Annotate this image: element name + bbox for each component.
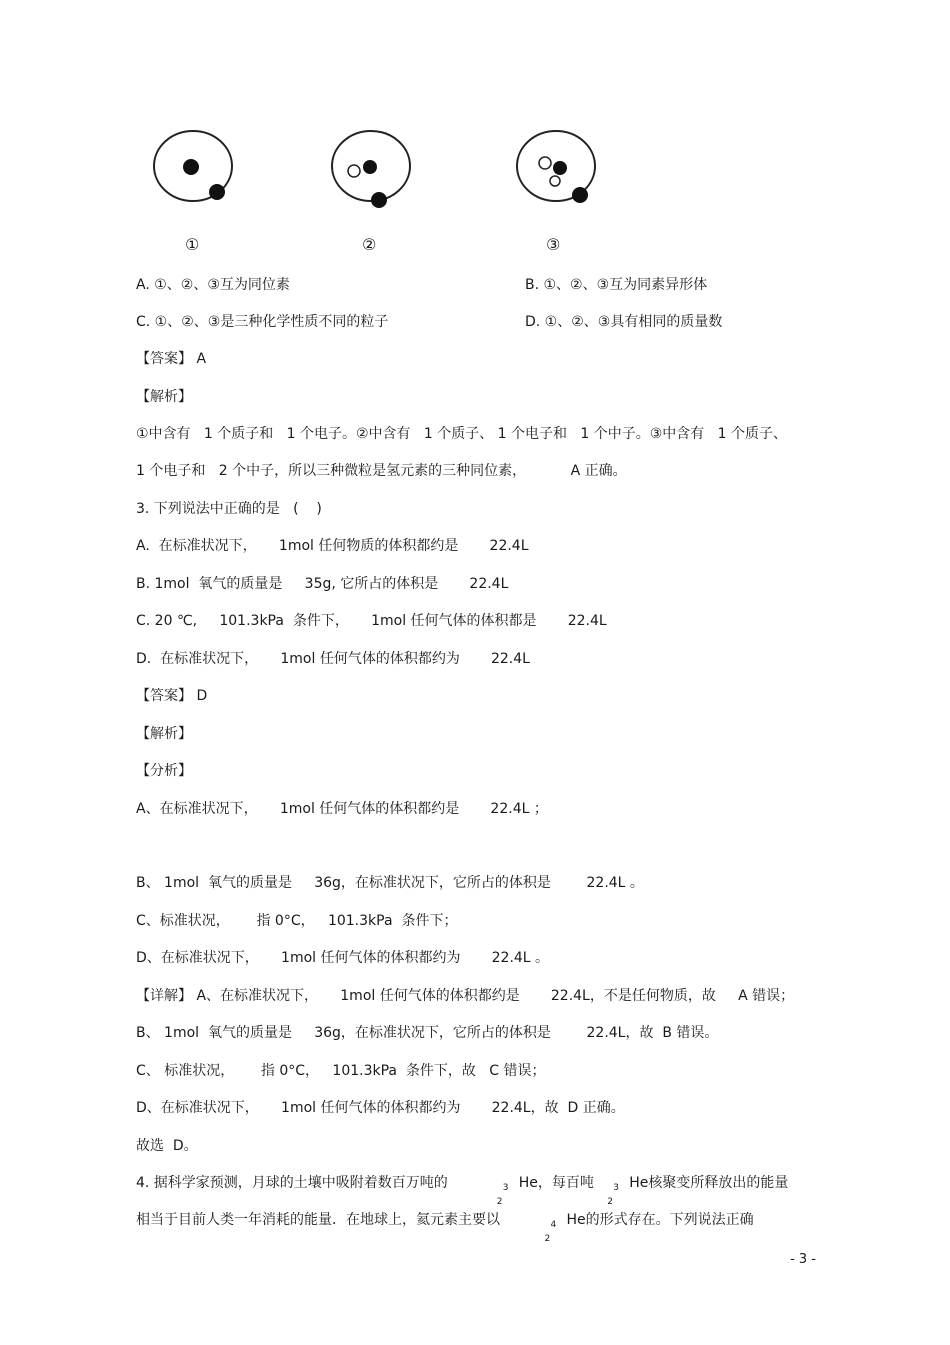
q2-analysis-line-2: 1 个电子和 2 个中子，所以三种微粒是氢元素的三种同位素， A 正确。: [136, 463, 627, 479]
q4-line-2-pre: 相当于目前人类一年消耗的能量．在地球上，氦元素主要以: [136, 1212, 500, 1228]
he-symbol-1: He: [518, 1175, 538, 1191]
atom-diagrams: [0, 0, 950, 270]
atom-3-label: ③: [546, 235, 561, 254]
q2-option-c: C. ①、②、③是三种化学性质不同的粒子: [136, 314, 389, 330]
q3-detail-d: D、在标准状况下， 1mol 任何气体的体积都约为 22.4L，故 D 正确。: [136, 1100, 625, 1116]
q4-line-1-pre: 4. 据科学家预测，月球的土壤中吸附着数百万吨的: [136, 1175, 448, 1191]
q4-line-1: 4. 据科学家预测，月球的土壤中吸附着数百万吨的 3 2 He，每百吨 3 2 He核聚变所释放出的能量: [136, 1175, 789, 1207]
q3-analysis-title: 【解析】: [136, 726, 192, 742]
q3-fenxi-d: D、在标准状况下， 1mol 任何气体的体积都约为 22.4L 。: [136, 950, 550, 966]
q3-option-b: B. 1mol 氧气的质量是 35g, 它所占的体积是 22.4L: [136, 576, 509, 592]
atom-2-diagram: [332, 131, 410, 208]
q3-detail-c: C、 标准状况， 指 0°C， 101.3kPa 条件下，故 C 错误；: [136, 1063, 546, 1079]
q3-option-d: D. 在标准状况下， 1mol 任何气体的体积都约为 22.4L: [136, 651, 530, 667]
q2-option-b: B. ①、②、③互为同素异形体: [525, 277, 708, 293]
atom-2-label: ②: [362, 235, 377, 254]
q3-option-a: A. 在标准状况下， 1mol 任何物质的体积都约是 22.4L: [136, 538, 529, 554]
he-symbol-3: He: [566, 1212, 586, 1228]
q2-answer: 【答案】 A: [136, 351, 207, 367]
q3-fenxi-title: 【分析】: [136, 763, 192, 779]
q3-answer: 【答案】 D: [136, 688, 208, 704]
q2-analysis-title: 【解析】: [136, 389, 192, 405]
q3-detail-b: B、 1mol 氧气的质量是 36g，在标准状况下，它所占的体积是 22.4L，故 B 错误。: [136, 1025, 719, 1041]
q4-line-1-mid: ，每百吨: [537, 1175, 594, 1191]
q3-fenxi-b: B、 1mol 氧气的质量是 36g，在标准状况下，它所占的体积是 22.4L 。: [136, 875, 644, 891]
q4-line-1-post: 核聚变所释放出的能量: [648, 1175, 789, 1191]
q3-conclusion: 故选 D。: [136, 1138, 198, 1154]
q3-fenxi-a: A、在标准状况下， 1mol 任何气体的体积都约是 22.4L ；: [136, 801, 548, 817]
atom-1-label: ①: [185, 235, 200, 254]
he-symbol-2: He: [629, 1175, 649, 1191]
q3-detail-a: 【详解】 A、在标准状况下， 1mol 任何气体的体积都约是 22.4L，不是任何物质，故 A 错误；: [136, 988, 795, 1004]
q4-line-2: 相当于目前人类一年消耗的能量．在地球上，氦元素主要以 4 2 He的形式存在。下列说法正确: [136, 1212, 754, 1244]
q2-option-d: D. ①、②、③具有相同的质量数: [525, 314, 723, 330]
q2-analysis-line-1: ①中含有 1 个质子和 1 个电子。②中含有 1 个质子、 1 个电子和 1 个中子。③中含有 1 个质子、: [136, 426, 787, 442]
q4-line-2-post: 的形式存在。下列说法正确: [585, 1212, 754, 1228]
q3-option-c: C. 20 ℃, 101.3kPa 条件下， 1mol 任何气体的体积都是 22.4L: [136, 613, 607, 629]
q3-stem: 3. 下列说法中正确的是 ( ): [136, 501, 322, 517]
atom-3-diagram: [517, 131, 595, 203]
atom-1-diagram: [154, 131, 232, 201]
q3-fenxi-c: C、标准状况， 指 0°C， 101.3kPa 条件下；: [136, 913, 458, 929]
page-number: - 3 -: [790, 1252, 816, 1267]
q2-option-a: A. ①、②、③互为同位素: [136, 277, 290, 293]
isotope-figure: [0, 0, 950, 270]
